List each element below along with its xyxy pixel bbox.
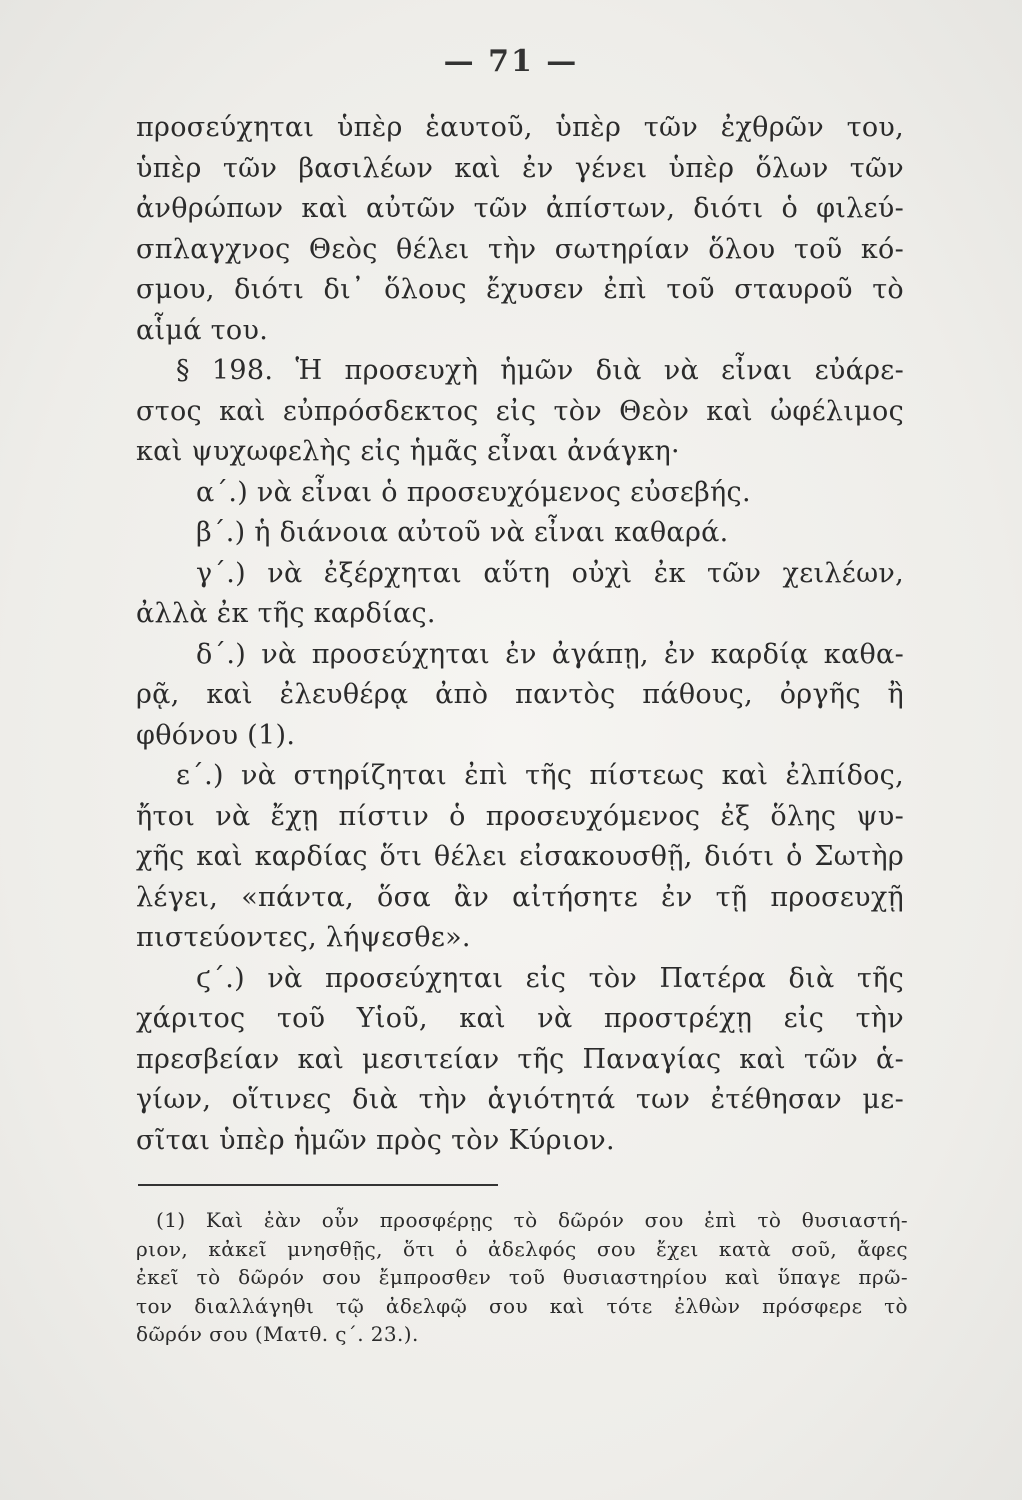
footnote-line: (1) Καὶ ἐὰν οὖν προσφέρῃς τὸ δῶρόν σου ἐπὶ τὸ θυσιαστή- [156,1208,908,1232]
footnote-line: δῶρόν σου (Ματθ. ς΄. 23.). [136,1322,419,1346]
footnote-line: τον διαλλάγηθι τῷ ἀδελφῷ σου καὶ τότε ἐλθὼν πρόσφερε τὸ [136,1293,908,1318]
section-heading-line: § 198. Ἡ προσευχὴ ἡμῶν διὰ νὰ εἶναι εὐάρε- [176,355,904,386]
text-line: σπλαγχνος Θεὸς θέλει τὴν σωτηρίαν ὅλου τοῦ κό- [136,233,904,265]
footnote [136,1206,908,1349]
list-item-line: ε΄.) νὰ στηρίζηται ἐπὶ τῆς πίστεως καὶ ἐλπίδος, [176,760,904,791]
text-line: πρεσβείαν καὶ μεσιτείαν τῆς Παναγίας καὶ τῶν ἁ- [136,1043,904,1075]
footnote-line: ἐκεῖ τὸ δῶρόν σου ἔμπροσθεν τοῦ θυσιαστηρίου καὶ ὕπαγε πρῶ- [136,1265,908,1289]
text-line: σμου, διότι δι᾿ ὅλους ἔχυσεν ἐπὶ τοῦ σταυροῦ τὸ [136,274,904,305]
list-item-line: δ΄.) νὰ προσεύχηται ἐν ἀγάπῃ, ἐν καρδίᾳ καθα- [196,638,904,670]
text-line: λέγει, «πάντα, ὅσα ἂν αἰτήσητε ἐν τῇ προσευχῇ [136,881,904,913]
text-line: φθόνου (1). [136,719,296,751]
text-line: πιστεύοντες, λήψεσθε». [136,922,471,953]
text-line: προσεύχηται ὑπὲρ ἑαυτοῦ, ὑπὲρ τῶν ἐχθρῶν του, [136,112,904,143]
footnote-line: ριον, κἀκεῖ μνησθῇς, ὅτι ὁ ἀδελφός σου ἔχει κατὰ σοῦ, ἄφες [136,1236,908,1261]
text-line: ἀλλὰ ἐκ τῆς καρδίας. [136,598,436,629]
body-text [136,108,904,1161]
text-line: γίων, οἵτινες διὰ τὴν ἁγιότητά των ἐτέθησαν με- [136,1084,904,1115]
list-item-line: β΄.) ἡ διάνοια αὐτοῦ νὰ εἶναι καθαρά. [196,517,729,548]
page-number: — 71 — [443,44,579,79]
text-line: ὑπὲρ τῶν βασιλέων καὶ ἐν γένει ὑπὲρ ὅλων τῶν [136,152,904,184]
text-line: χάριτος τοῦ Υἱοῦ, καὶ νὰ προστρέχῃ εἰς τὴν [136,1003,904,1034]
text-line: ἤτοι νὰ ἔχῃ πίστιν ὁ προσευχόμενος ἐξ ὅλης ψυ- [136,800,904,832]
list-item-line: γ΄.) νὰ ἐξέρχηται αὕτη οὐχὶ ἐκ τῶν χειλέων, [196,557,904,589]
text-line: καὶ ψυχωφελὴς εἰς ἡμᾶς εἶναι ἀνάγκη· [136,436,680,467]
text-line: σῖται ὑπὲρ ἡμῶν πρὸς τὸν Κύριον. [136,1124,615,1156]
footnote-divider [138,1184,498,1186]
list-item-line: α΄.) νὰ εἶναι ὁ προσευχόμενος εὐσεβής. [196,476,751,508]
text-line: χῆς καὶ καρδίας ὅτι θέλει εἰσακουσθῇ, διότι ὁ Σωτὴρ [136,841,904,872]
text-line: ἀνθρώπων καὶ αὐτῶν τῶν ἀπίστων, διότι ὁ φιλεύ- [136,193,904,224]
text-line: αἷμά του. [136,314,269,346]
list-item-line: ϛ΄.) νὰ προσεύχηται εἰς τὸν Πατέρα διὰ τῆς [196,962,904,994]
text-line: ρᾷ, καὶ ἐλευθέρᾳ ἀπὸ παντὸς πάθους, ὀργῆς ἢ [136,679,904,710]
text-line: στος καὶ εὐπρόσδεκτος εἰς τὸν Θεὸν καὶ ὠφέλιμος [136,395,904,427]
